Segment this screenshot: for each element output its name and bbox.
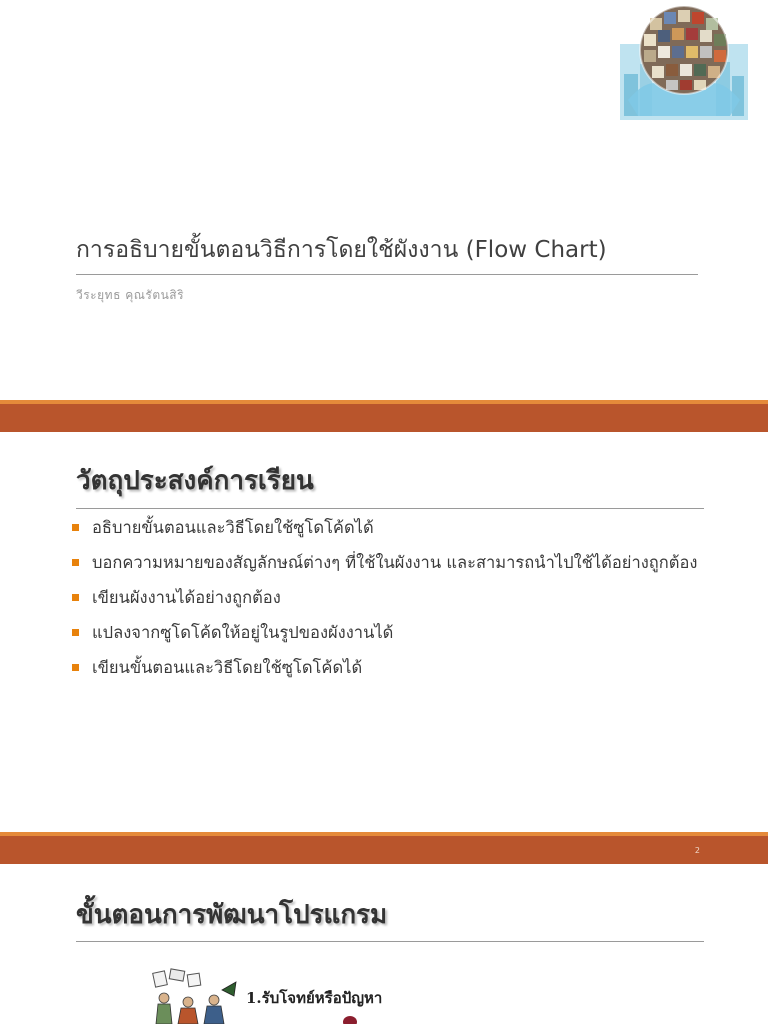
list-item-text: บอกความหมายของสัญลักษณ์ต่างๆ ที่ใช้ในผังงาน และสามารถนำไปใช้ได้อย่างถูกต้อง: [92, 553, 698, 572]
people-with-papers-icon: [148, 968, 244, 1024]
bullet-square-icon: [72, 559, 79, 566]
slide-separator-band: [0, 832, 768, 864]
step-1-label: 1.รับโจทย์หรือปัญหา: [246, 989, 383, 1007]
heading-divider: [76, 508, 704, 509]
list-item-text: แปลงจากซูโดโค้ดให้อยู่ในรูปของผังงานได้: [92, 623, 394, 642]
title-divider: [76, 274, 698, 275]
list-item-text: เขียนขั้นตอนและวิธีโดยใช้ซูโดโค้ดได้: [92, 658, 363, 677]
steps-heading: ขั้นตอนการพัฒนาโปรแกรม: [76, 900, 388, 930]
list-item: [70, 586, 697, 621]
bullet-square-icon: [72, 594, 79, 601]
page-number: 2: [694, 846, 700, 855]
objectives-slide: [0, 432, 768, 832]
globe-in-hands-icon: [620, 4, 748, 120]
development-steps-slide: [0, 864, 768, 1024]
list-item: [70, 516, 697, 551]
band-highlight: [0, 400, 768, 404]
bullet-square-icon: [72, 524, 79, 531]
step-arrow-icon: [338, 1014, 362, 1024]
list-item: [70, 656, 697, 691]
list-item-text: อธิบายขั้นตอนและวิธีโดยใช้ซูโดโค้ดได้: [92, 518, 374, 537]
list-item-text: เขียนผังงานได้อย่างถูกต้อง: [92, 588, 281, 607]
list-item: [70, 621, 697, 656]
objectives-heading: วัตถุประสงค์การเรียน: [76, 466, 314, 496]
bullet-square-icon: [72, 664, 79, 671]
slide-separator-band: [0, 400, 768, 432]
title-slide: [0, 0, 768, 400]
heading-divider: [76, 941, 704, 942]
band-highlight: [0, 832, 768, 836]
author-name: วีระยุทธ คุณรัตนสิริ: [76, 288, 185, 302]
list-item: [70, 551, 697, 586]
presentation-title: การอธิบายขั้นตอนวิธีการโดยใช้ผังงาน (Flow Chart): [76, 237, 607, 263]
bullet-square-icon: [72, 629, 79, 636]
objectives-list: [70, 516, 697, 691]
